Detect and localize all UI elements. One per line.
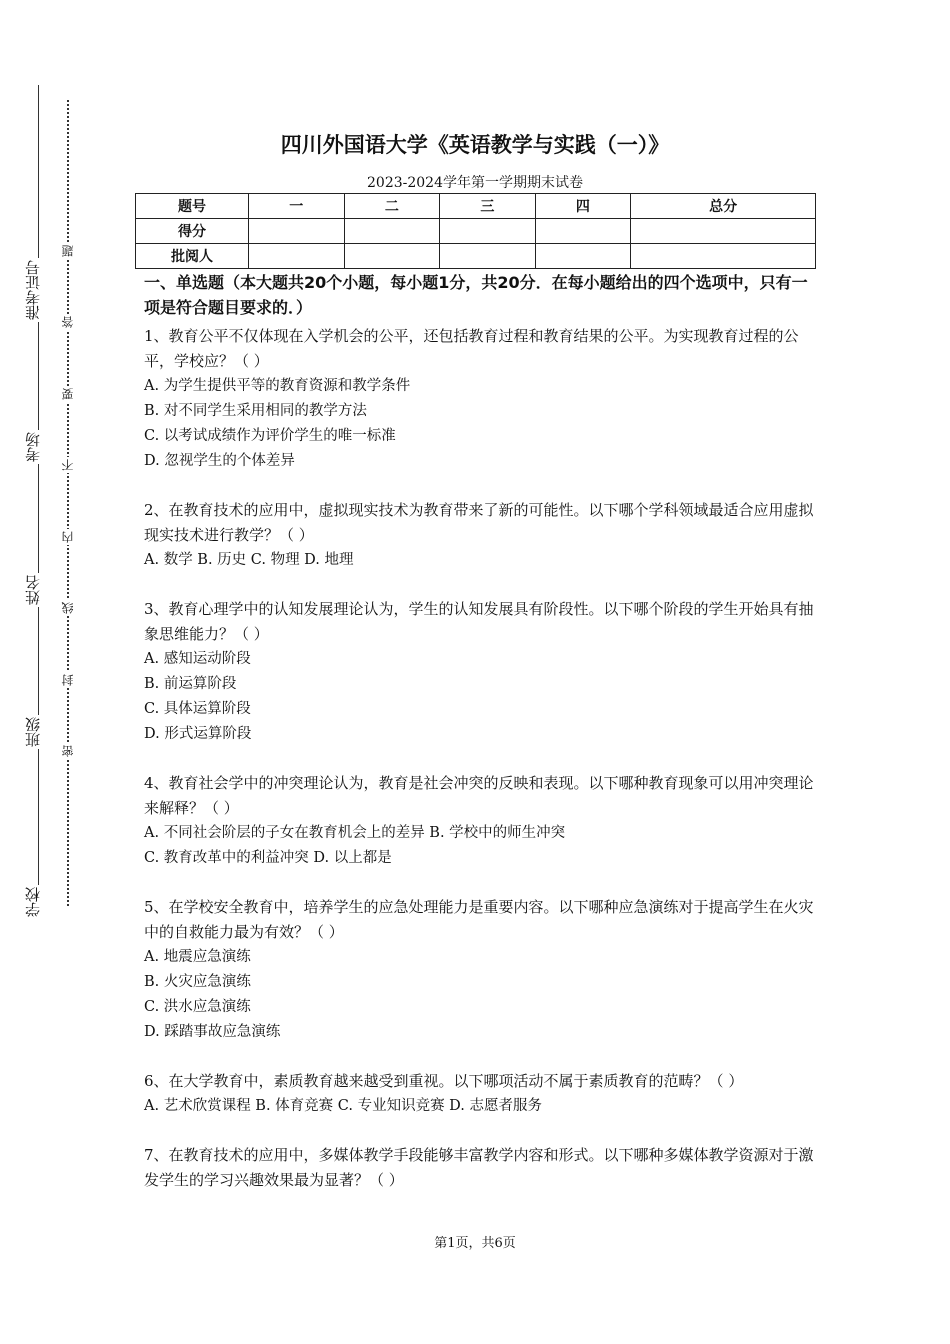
question-stem: 5、在学校安全教育中，培养学生的应急处理能力是重要内容。以下哪种应急演练对于提高学生在火灾中的自救能力最为有效？（ ） [144,898,814,941]
section-heading: 一、单选题（本大题共20个小题，每小题1分，共20分．在每小题给出的四个选项中，只有一项是符合题目要求的．） [144,273,808,317]
question-option: C. 以考试成绩作为评价学生的唯一标准 [144,428,396,444]
question-option: A. 为学生提供平等的教育资源和教学条件 [144,378,411,394]
question-option: B. 火灾应急演练 [144,974,251,990]
seal-char: 不 [61,459,75,471]
score-table-header-row [136,194,816,219]
question-stem: 1、教育公平不仅体现在入学机会的公平，还包括教育过程和教育结果的公平。为实现教育过程的公平，学校应？（ ） [144,327,799,370]
score-table-header-cell: 总分 [631,194,816,219]
side-label-exam-room: 考场 [24,432,42,462]
question-option: C. 具体运算阶段 [144,701,251,717]
question-stem: 2、在教育技术的应用中，虚拟现实技术为教育带来了新的可能性。以下哪个学科领域最适合应用虚拟现实技术进行教学？（ ） [144,501,814,544]
seal-char: 题 [61,245,75,257]
side-label-exam-id: 准考证号 [24,260,42,320]
score-cell [440,244,536,269]
question-option: A. 数学 B. 历史 C. 物理 D. 地理 [144,552,354,568]
question-2 [144,498,816,573]
question-stem: 4、教育社会学中的冲突理论认为，教育是社会冲突的反映和表现。以下哪种教育现象可以用冲突理论来解释？（ ） [144,774,814,817]
score-cell [249,244,345,269]
score-cell [535,219,631,244]
question-option: A. 不同社会阶层的子女在教育机会上的差异 B. 学校中的师生冲突 [144,825,566,841]
question-option: B. 前运算阶段 [144,676,237,692]
question-option: D. 形式运算阶段 [144,726,252,742]
question-stem: 6、在大学教育中，素质教育越来越受到重视。以下哪项活动不属于素质教育的范畴？（ ） [144,1072,744,1090]
score-table [135,193,816,269]
score-table-row [136,244,816,269]
seal-char: 密 [61,745,75,757]
seal-char: 封 [61,674,75,686]
score-cell [535,244,631,269]
side-label-class: 班级 [24,717,42,747]
seal-char: 答 [61,316,75,328]
exam-subtitle: 2023-2024学年第一学期期末试卷 [367,175,583,191]
exam-title: 四川外国语大学《英语教学与实践（一）》 [280,133,670,157]
score-table-header-cell: 三 [440,194,536,219]
score-table-header-cell: 题号 [136,194,249,219]
side-label-name: 姓名 [24,575,42,605]
score-row-label: 批阅人 [136,244,249,269]
score-cell [344,219,440,244]
question-4 [144,771,816,871]
question-option: D. 踩踏事故应急演练 [144,1024,281,1040]
exam-content [144,270,816,1217]
score-cell [440,219,536,244]
question-option: B. 对不同学生采用相同的教学方法 [144,403,367,419]
score-row-label: 得分 [136,219,249,244]
seal-char: 内 [61,531,75,543]
question-5 [144,895,816,1045]
score-cell [344,244,440,269]
question-stem: 7、在教育技术的应用中，多媒体教学手段能够丰富教学内容和形式。以下哪种多媒体教学资源对于激发学生的学习兴趣效果最为显著？（ ） [144,1146,814,1189]
question-option: A. 艺术欣赏课程 B. 体育竞赛 C. 专业知识竞赛 D. 志愿者服务 [144,1098,543,1114]
question-3 [144,597,816,747]
score-cell [631,244,816,269]
question-option: C. 教育改革中的利益冲突 D. 以上都是 [144,850,392,866]
question-option: C. 洪水应急演练 [144,999,251,1015]
seal-char: 要 [61,388,75,400]
page-footer: 第1页，共6页 [434,1236,516,1251]
seal-char: 线 [61,602,75,614]
binding-line-dotted [67,100,69,906]
score-table-header-cell: 四 [535,194,631,219]
score-cell [631,219,816,244]
score-table-header-cell: 二 [344,194,440,219]
question-6 [144,1069,816,1119]
score-table-row [136,219,816,244]
question-option: A. 地震应急演练 [144,949,251,965]
binding-line-solid [38,85,39,915]
score-table-header-cell: 一 [249,194,345,219]
question-option: A. 感知运动阶段 [144,651,251,667]
score-cell [249,219,345,244]
question-7 [144,1143,816,1193]
question-option: D. 忽视学生的个体差异 [144,453,295,469]
question-1 [144,324,816,474]
side-label-school: 学校 [24,887,42,917]
question-stem: 3、教育心理学中的认知发展理论认为，学生的认知发展具有阶段性。以下哪个阶段的学生开始具有抽象思维能力？（ ） [144,600,814,643]
